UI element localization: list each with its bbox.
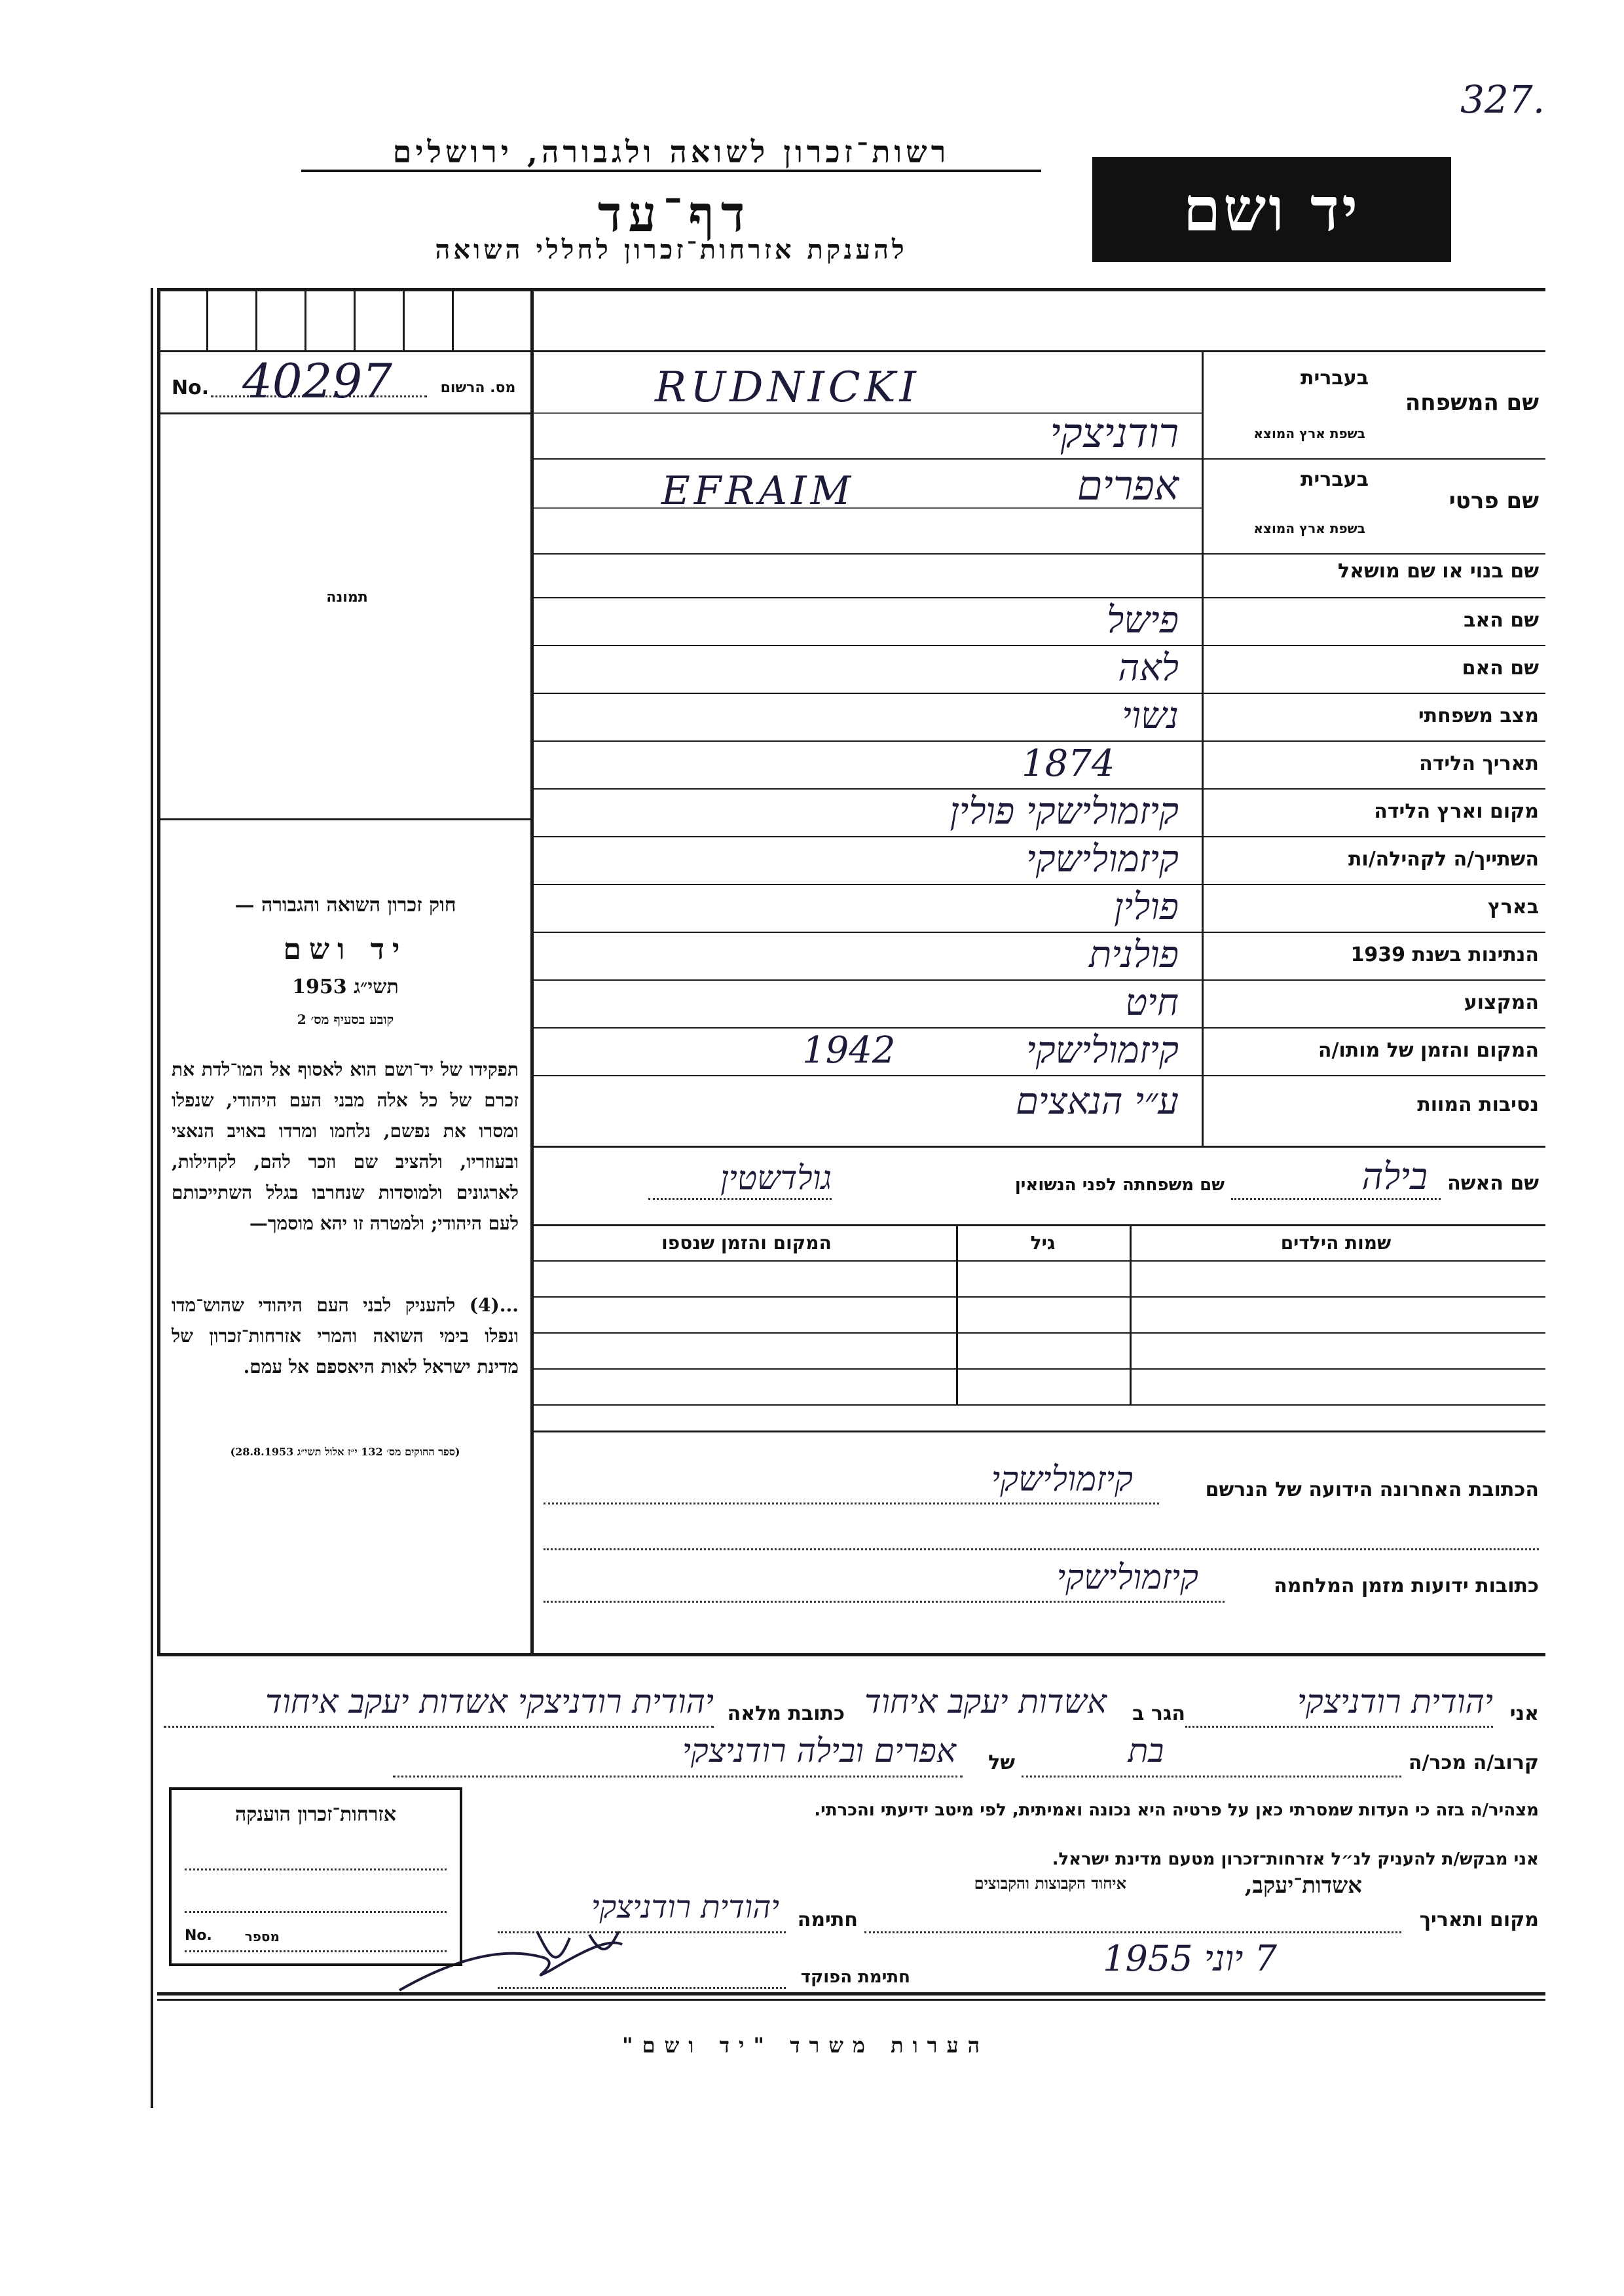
first-name-label: שם פרטי xyxy=(1449,488,1539,514)
family-name-latin: RUDNICKI xyxy=(655,363,920,412)
father-value: פישל xyxy=(1107,599,1179,642)
hebrew-label-2: בעברית xyxy=(1301,468,1369,491)
law-section: קובע בסעיף מס׳ 2 xyxy=(297,1011,394,1027)
first-name-latin: EFRAIM xyxy=(661,468,855,514)
yad-vashem-logo xyxy=(1092,157,1451,262)
citizenship-value: פולנית xyxy=(1089,934,1179,976)
mother-label: שם האם xyxy=(1462,657,1539,680)
header-authority: רשות־זכרון לשואה ולגבורה, ירושלים xyxy=(301,134,1041,172)
registration-label: מס. הרשום xyxy=(440,380,516,396)
statement-2: אני מבקש/ת להעניק לנ״ל אזרחות־זכרון מטעם מדינת ישראל. xyxy=(1052,1850,1539,1869)
declarant-lives-label: הגר ב xyxy=(1132,1702,1185,1725)
officer-signature-label: חתימת הפוקד xyxy=(800,1967,910,1987)
community-label: השתייך/ה לקהילה/ות xyxy=(1348,848,1539,871)
family-name-label: שם המשפחה xyxy=(1405,390,1539,416)
profession-label: המקצוע xyxy=(1464,991,1539,1014)
war-address-value: קיזמולישקי xyxy=(1056,1558,1198,1597)
death-year-value: 1942 xyxy=(802,1029,896,1072)
law-source: (ספר החוקים מס׳ 132 י״ז אלול תשי״ג 28.8.1953) xyxy=(230,1446,460,1458)
header-title: דף־עד xyxy=(597,185,752,243)
law-name: יד ושם xyxy=(283,933,408,966)
signature-label: חתימה xyxy=(797,1908,858,1931)
last-address-label: הכתובת האחרונה הידועה של הנרשם xyxy=(1205,1478,1539,1501)
marital-status-label: מצב משפחתי xyxy=(1418,704,1539,727)
hebrew-label-1: בעברית xyxy=(1301,367,1369,390)
death-circumstances-value: ע״י הנאצים xyxy=(1015,1080,1179,1123)
law-text-1: תפקידו של יד־ושם הוא לאסוף אל המו־לדת את זכרם של כל אלה מבני העם היהודי, שנפלו ומסרו את נפשם, נלחמו ומרדו באויב הנאצי ובעוזריו, ולהציב שם וזכר להם, לקהילות, לארגונים ולמוסדות שנחרבו בגלל השתייכותם לעם היהודי; ולמטרה זו יהא מוסמך— xyxy=(172,1059,519,1234)
country-label: בארץ xyxy=(1487,896,1539,919)
father-label: שם האב xyxy=(1464,609,1539,632)
first-name-hebrew: אפרים xyxy=(1077,462,1179,509)
death-place-value: קיזמולישקי xyxy=(1026,1029,1179,1072)
origin-lang-label-2: בשפת ארץ המוצא xyxy=(1253,520,1365,536)
registration-number: 40297 xyxy=(242,354,393,409)
mother-value: לאה xyxy=(1118,647,1179,689)
death-circumstances-label: נסיבות המוות xyxy=(1417,1093,1539,1116)
declarant-full-address: יהודית רודניצקי אשדות יעקב איחוד xyxy=(265,1683,714,1721)
family-name-hebrew: רודניצקי xyxy=(1050,409,1179,457)
page-number: 327. xyxy=(1460,77,1545,122)
declarant-full-address-label: כתובת מלאה xyxy=(727,1702,845,1725)
wife-maiden-value: גולדשטין xyxy=(720,1159,832,1197)
logo-text: יד ושם xyxy=(1183,174,1361,245)
declarant-place: אשדות יעקב איחוד xyxy=(864,1683,1107,1721)
footer-remarks: הערות משרד "יד ושם" xyxy=(621,2033,989,2058)
birth-place-value: קיזמולישקי פולין xyxy=(950,790,1179,833)
declarant-name: יהודית רודניצקי xyxy=(1297,1683,1493,1721)
relation-value: בת xyxy=(1128,1732,1164,1770)
community-value: קיזמולישקי xyxy=(1026,838,1179,881)
photo-label: תמונה xyxy=(326,589,368,606)
grant-box-no-label: No. xyxy=(185,1927,212,1944)
declarant-i-label: אני xyxy=(1509,1702,1539,1725)
grant-box xyxy=(169,1787,462,1966)
children-header-place: המקום והזמן שנספו xyxy=(661,1232,832,1254)
date-value: 7 יוני 1955 xyxy=(1103,1938,1277,1979)
of-value: אפרים ובילה רודניצקי xyxy=(682,1732,956,1770)
grant-box-number-label: מספר xyxy=(244,1929,280,1944)
wife-label: שם האשה xyxy=(1447,1172,1539,1195)
relation-label: קרוב/ה מכר/ה xyxy=(1408,1751,1539,1774)
statement-1: מצהיר/ה בזה כי העדות שמסרתי כאן על פרטיה היא נכונה ואמיתית, לפי מיטב ידיעתי והכרתי. xyxy=(814,1800,1539,1820)
children-table xyxy=(534,1224,1545,1408)
children-header-age: גיל xyxy=(1030,1232,1056,1254)
last-address-value: קיזמולישקי xyxy=(991,1460,1133,1499)
birth-date-label: תאריך הלידה xyxy=(1419,752,1539,775)
war-address-label: כתובות ידועות מזמן המלחמה xyxy=(1274,1575,1539,1597)
signature-value: יהודית רודניצקי xyxy=(591,1889,779,1925)
country-value: פולין xyxy=(1114,886,1179,928)
stamp-line-1: אשדות־יעקב, xyxy=(1244,1872,1362,1899)
birth-date-value: 1874 xyxy=(1022,742,1115,785)
death-place-label: המקום והזמן של מותו/ה xyxy=(1318,1039,1539,1062)
marital-status-value: נשוי xyxy=(1122,695,1179,737)
header-subtitle: להענקת אזרחות־זכרון לחללי השואה xyxy=(435,234,908,265)
registration-no-prefix: No. xyxy=(172,376,210,399)
law-year: תשי״ג 1953 xyxy=(292,975,399,998)
stamp-line-2: איחוד הקבוצות והקבוצים xyxy=(974,1874,1126,1893)
grant-box-title: אזרחות־זכרון הוענקה xyxy=(234,1803,397,1826)
citizenship-label: הנתינות בשנת 1939 xyxy=(1350,943,1539,966)
law-text-2: ...(4) להעניק לבני העם היהודי שהוש־מדו ונפלו בימי השואה והמרי אזרחות־זכרון של מדינת ישראל לאות היאספם אל עמם. xyxy=(172,1294,519,1377)
origin-lang-label-1: בשפת ארץ המוצא xyxy=(1253,426,1365,441)
birth-place-label: מקום וארץ הלידה xyxy=(1374,800,1539,823)
wife-value: בילה xyxy=(1361,1156,1428,1198)
wife-maiden-label: שם משפחתה לפני הנשואין xyxy=(1014,1175,1225,1195)
place-date-label: מקום ותאריך xyxy=(1419,1908,1539,1931)
profession-value: חיט xyxy=(1125,981,1179,1024)
law-title: חוק זכרון השואה והגבורה — xyxy=(234,894,456,917)
borrowed-name-label: שם בנוי או שם מושאל xyxy=(1338,560,1539,583)
of-label: של xyxy=(988,1751,1015,1774)
children-header-names: שמות הילדים xyxy=(1280,1232,1392,1254)
